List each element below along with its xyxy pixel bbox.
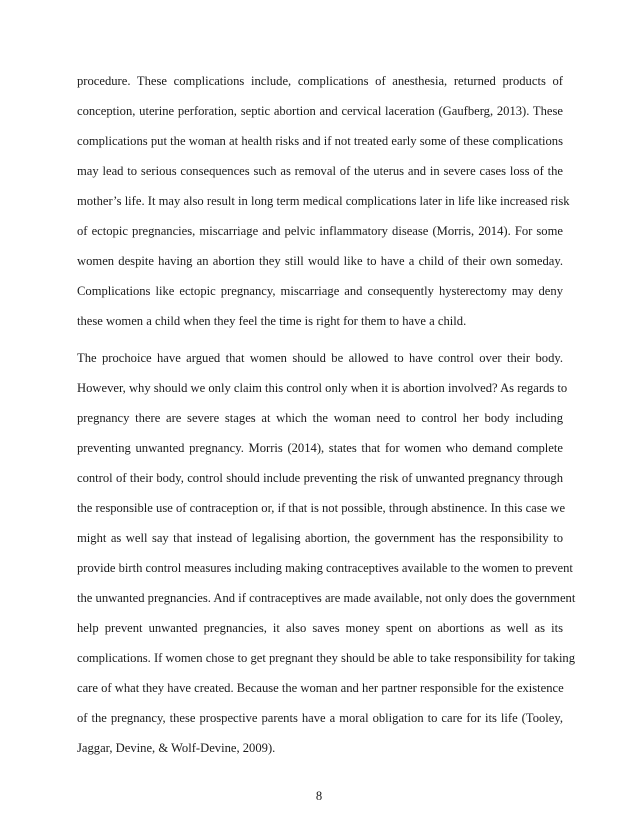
text-line: provide birth control measures including making contraceptives available to the women to prevent	[77, 561, 573, 575]
text-line: However, why should we only claim this control only when it is abortion involved? As regards to	[77, 381, 568, 395]
text-line: control of their body, control should include preventing the risk of unwanted pregnancy through	[77, 471, 563, 485]
text-line: preventing unwanted pregnancy. Morris (2014), states that for women who demand complete	[77, 441, 563, 455]
text-line: Jaggar, Devine, & Wolf-Devine, 2009).	[77, 741, 276, 755]
text-line: care of what they have created. Because the woman and her partner responsible for the existence	[77, 681, 564, 695]
text-line: women despite having an abortion they still would like to have a child of their own someday.	[77, 254, 563, 268]
text-line: these women a child when they feel the time is right for them to have a child.	[77, 314, 467, 328]
text-line: the unwanted pregnancies. And if contraceptives are made available, not only does the government	[77, 591, 576, 605]
text-line: procedure. These complications include, complications of anesthesia, returned products of	[77, 74, 563, 88]
text-line: conception, uterine perforation, septic abortion and cervical laceration (Gaufberg, 2013). These	[77, 104, 563, 118]
text-line: pregnancy there are severe stages at which the woman need to control her body including	[77, 411, 563, 425]
text-line: might as well say that instead of legalising abortion, the government has the responsibility to	[77, 531, 563, 545]
text-line: complications put the woman at health risks and if not treated early some of these complications	[77, 134, 563, 148]
text-line: the responsible use of contraception or, if that is not possible, through abstinence. In this case we	[77, 501, 566, 515]
text-line: may lead to serious consequences such as removal of the uterus and in severe cases loss of the	[77, 164, 563, 178]
text-line: Complications like ectopic pregnancy, miscarriage and consequently hysterectomy may deny	[77, 284, 563, 298]
text-line: of ectopic pregnancies, miscarriage and pelvic inflammatory disease (Morris, 2014). For some	[77, 224, 563, 238]
text-line: The prochoice have argued that women should be allowed to have control over their body.	[77, 351, 563, 365]
text-line: complications. If women chose to get pregnant they should be able to take responsibility for taking	[77, 651, 576, 665]
text-line: mother’s life. It may also result in long term medical complications later in life like increased risk	[77, 194, 570, 208]
text-line: of the pregnancy, these prospective parents have a moral obligation to care for its life (Tooley,	[77, 711, 563, 725]
page-number: 8	[315, 789, 323, 803]
text-line: help prevent unwanted pregnancies, it also saves money spent on abortions as well as its	[77, 621, 563, 635]
